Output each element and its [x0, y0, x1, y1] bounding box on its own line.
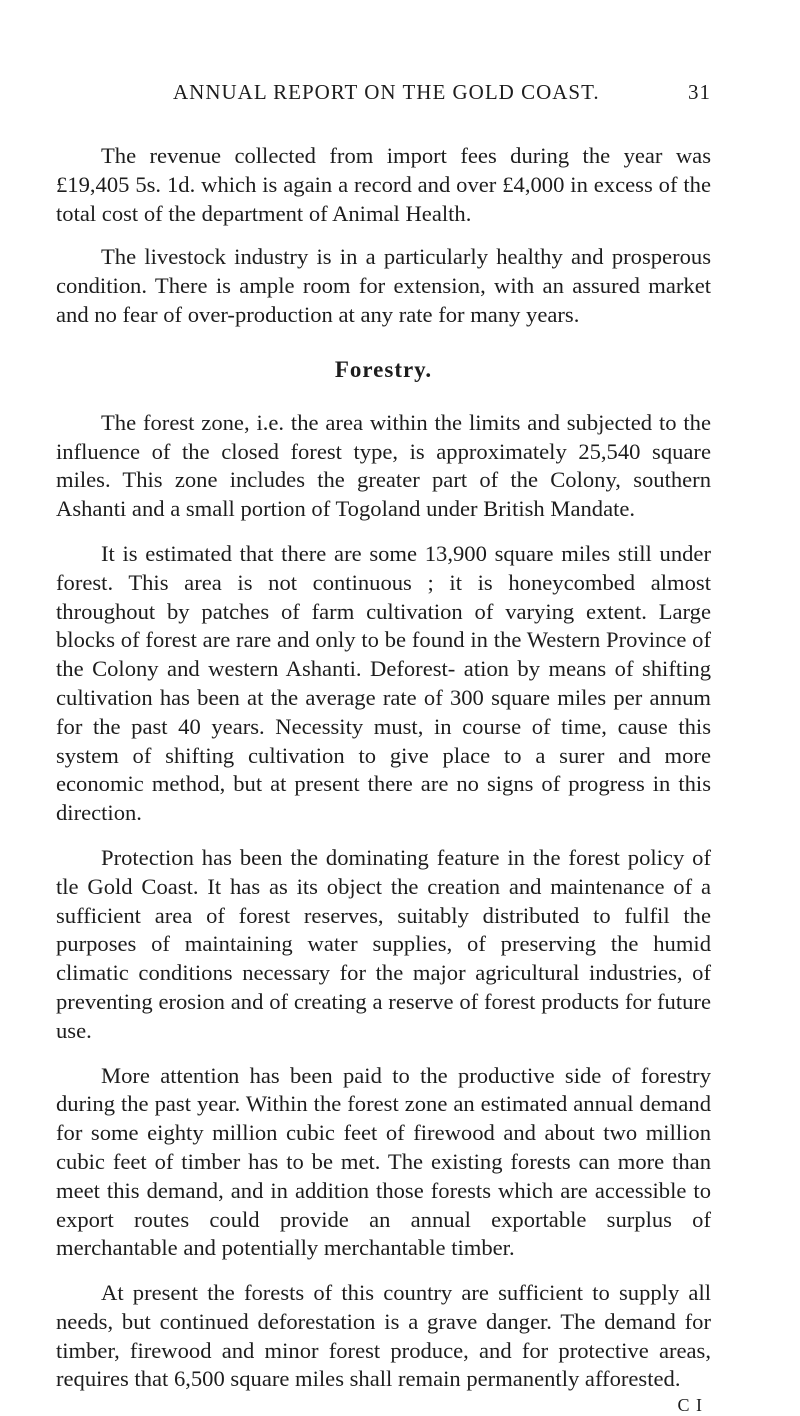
running-head-title: ANNUAL REPORT ON THE GOLD COAST.: [173, 80, 600, 104]
page-number: 31: [688, 80, 711, 104]
paragraph-revenue: The revenue collected from import fees during the year was £19,405 5s. 1d. which is again a record and over £4,000 in excess of the total cost of the department of Animal Health.: [56, 143, 711, 226]
paragraph-productive-side: More attention has been paid to the productive side of forestry during the past year. Within the forest zone an estimated annual demand for some eighty million cubic feet of firewood and about two million cubic feet of timber has to be met. The existing forests can more than meet this demand, and in addition those forests which are accessible to export routes could provide an annual exportable surplus of merchantable and potentially merchantable timber.: [56, 1062, 711, 1261]
section-heading-forestry: Forestry.: [334, 356, 433, 382]
document-page: [56, 80, 711, 1416]
signature-mark: C I: [677, 1395, 703, 1416]
paragraph-protection: Protection has been the dominating feature in the forest policy of tle Gold Coast. It has as its object the creation and maintenance of a sufficient area of forest reserves, suitably distributed to fulfil the purposes of maintaining water supplies, of preserving the humid climatic conditions necessary for the major agricultural industries, of preventing erosion and of creating a reserve of forest products for future use.: [56, 844, 711, 1043]
paragraph-present-forests: At present the forests of this country are sufficient to supply all needs, but continued deforestation is a grave danger. The demand for timber, firewood and minor forest produce, and for protective areas, requires that 6,500 square miles shall remain permanently afforested.: [56, 1280, 711, 1392]
paragraph-forest-extent: It is estimated that there are some 13,900 square miles still under forest. This area is not continuous ; it is honeycombed almost throughout by patches of farm cultivation of varying extent. Large blocks of forest are rare and only to be found in the Western Province of the Colony and western Ashanti. Deforest- ation by means of shifting cultivation has been at the average rate of 300 square miles per annum for the past 40 years. Necessity must, in course of time, cause this system of shifting cultivation to give place to a surer and more economic method, but at present there are no signs of progress in this direction.: [56, 540, 711, 826]
paragraph-livestock: The livestock industry is in a particularly healthy and prosperous condition. There is ample room for extension, with an assured market and no fear of over-production at any rate for many years.: [56, 244, 711, 327]
body-text: [56, 142, 711, 1394]
running-head: [56, 80, 711, 114]
paragraph-forest-zone: The forest zone, i.e. the area within the limits and subjected to the influence of the closed forest type, is approximately 25,540 square miles. This zone includes the greater part of the Colony, southern Ashanti and a small portion of Togoland under British Mandate.: [56, 409, 711, 522]
